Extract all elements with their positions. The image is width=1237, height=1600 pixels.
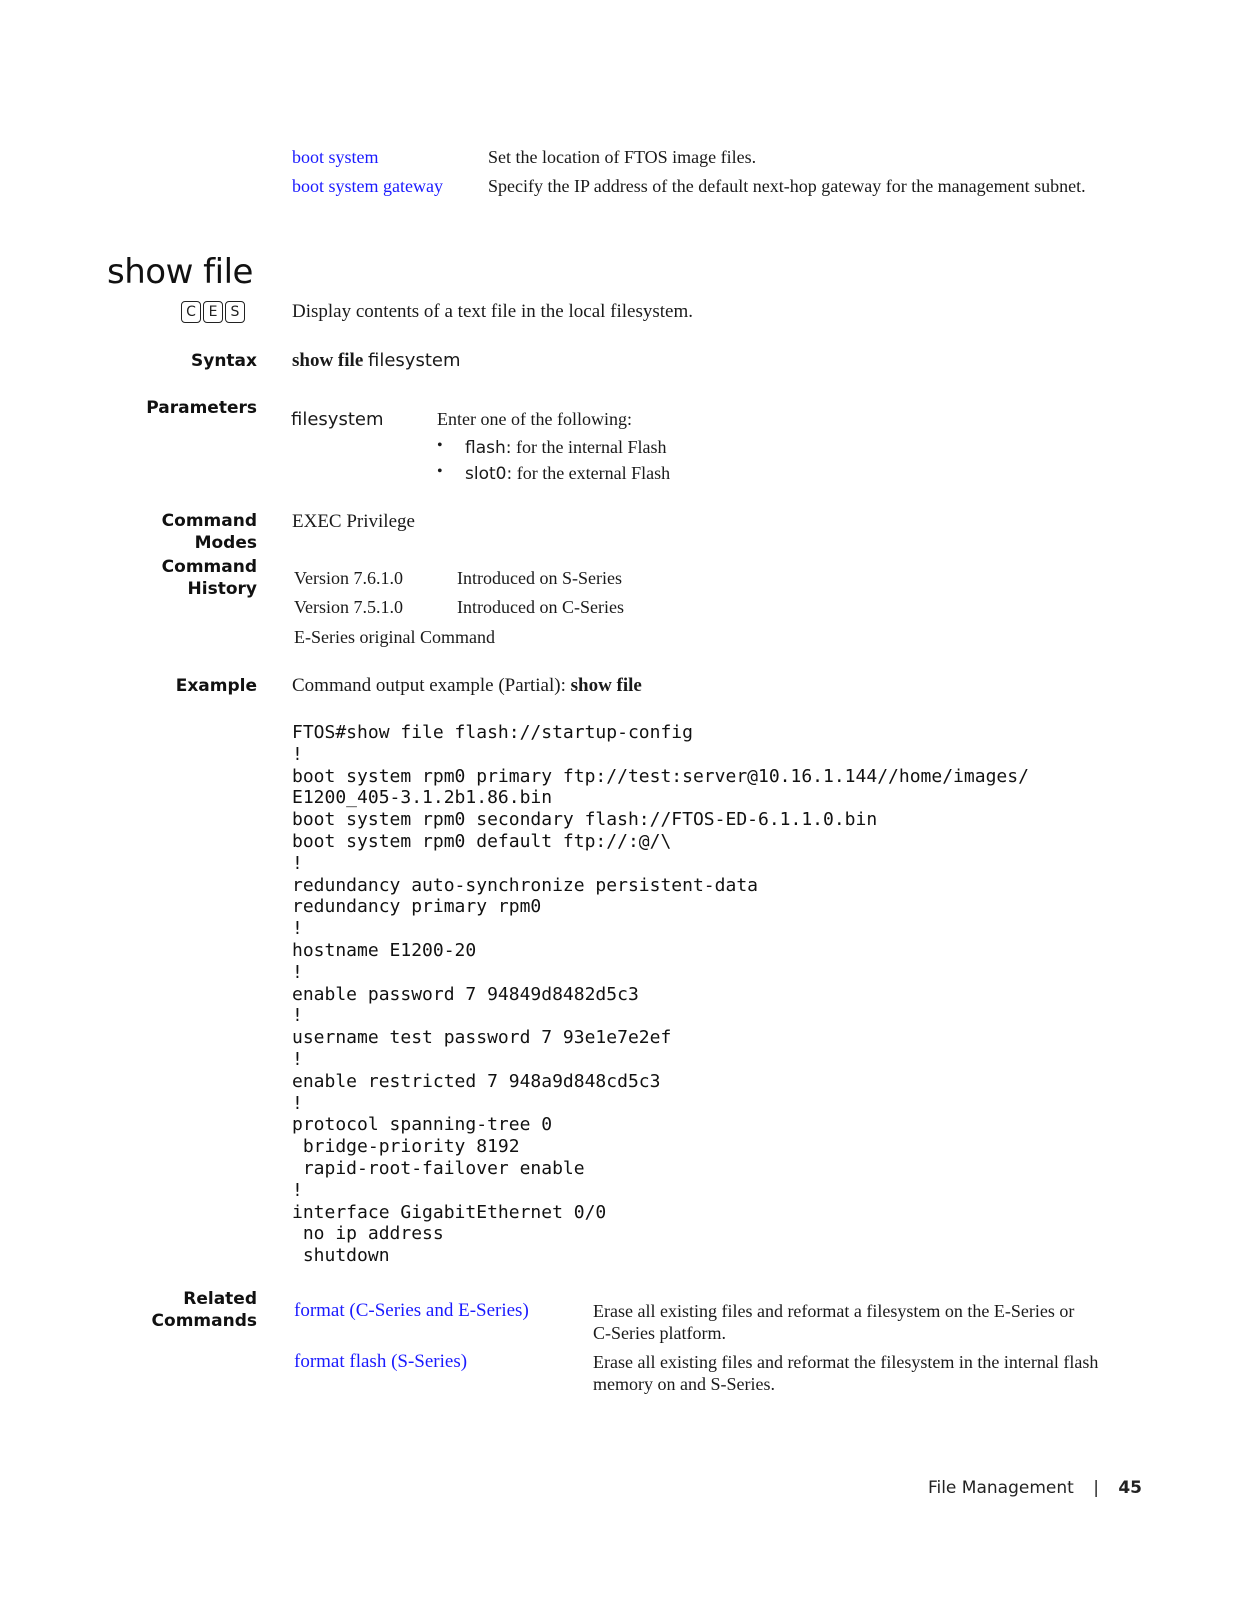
page-number: 45 [1118,1478,1142,1498]
parameters-label: Parameters [146,398,257,418]
example-intro-command: show file [570,675,642,696]
syntax-param: filesystem [368,350,461,371]
command-description: Display contents of a text file in the local filesystem. [292,301,694,322]
footer-separator: | [1093,1478,1099,1498]
related-desc: Set the location of FTOS image files. [488,147,757,167]
command-history-label-2: History [187,579,257,599]
platform-badge-c: C [181,301,201,323]
related-link-boot-system-gateway[interactable]: boot system gateway [292,176,443,196]
command-modes-label: Command Modes [161,511,257,553]
param-option-text: for the internal Flash [515,437,667,457]
platform-badges [181,301,245,323]
related-desc: C-Series platform. [593,1323,726,1343]
history-version: Version 7.5.1.0 [294,597,403,617]
syntax-command: show file [292,350,364,371]
history-note: E-Series original Command [294,627,495,647]
param-option-keyword: slot0: [465,464,513,484]
history-desc: Introduced on C-Series [457,597,624,617]
history-version: Version 7.6.1.0 [294,568,403,588]
history-desc: Introduced on S-Series [457,568,622,588]
syntax-line [292,349,461,373]
related-desc: Erase all existing files and reformat the filesystem in the internal flash [593,1352,1099,1372]
related-link-boot-system[interactable]: boot system [292,147,379,167]
syntax-label: Syntax [191,351,257,371]
related-commands-label-1: Related [183,1289,257,1309]
param-option [465,436,666,459]
param-intro: Enter one of the following: [437,409,632,429]
platform-badge-s: S [225,301,245,323]
page-title: show file [107,252,253,292]
page-footer [928,1478,1142,1498]
bullet: • [437,463,443,480]
related-desc: Erase all existing files and reformat a filesystem on the E-Series or [593,1301,1075,1321]
command-modes-value: EXEC Privilege [292,511,415,532]
bullet: • [437,437,443,454]
param-name: filesystem [291,409,384,430]
example-label: Example [175,676,257,696]
related-link-format-flash-s-series[interactable]: format flash (S-Series) [294,1351,468,1372]
related-desc: memory on and S-Series. [593,1374,775,1394]
param-option [465,462,670,485]
example-code-block: FTOS#show file flash://startup-config ! boot system rpm0 primary ftp://test:server@10.16.1.144//home/images/ E1200_405-3.1.2b1.86.bin boot system rpm0 secondary flash://FTOS-ED-6.1.1.0.bin boot system rpm0 default ftp://:@/\ ! redundancy auto-synchronize persistent-data redundancy primary rpm0 ! hostname E1200-20 ! enable password 7 94849d8482d5c3 ! username test password 7 93e1e7e2ef ! enable restricted 7 948a9d848cd5c3 ! protocol spanning-tree 0 bridge-priority 8192 rapid-root-failover enable ! interface GigabitEthernet 0/0 no ip address shutdown [292,722,1029,1267]
related-desc: Specify the IP address of the default next-hop gateway for the management subnet. [488,176,1086,196]
param-option-text: for the external Flash [516,463,671,483]
related-link-format-c-e-series[interactable]: format (C-Series and E-Series) [294,1300,529,1321]
param-option-keyword: flash: [465,438,512,458]
platform-badge-e: E [203,301,223,323]
related-commands-label-2: Commands [151,1311,257,1331]
command-history-label-1: Command [161,557,257,577]
footer-section: File Management [927,1478,1074,1498]
example-intro-line [292,674,642,698]
example-intro: Command output example (Partial): [292,675,566,696]
